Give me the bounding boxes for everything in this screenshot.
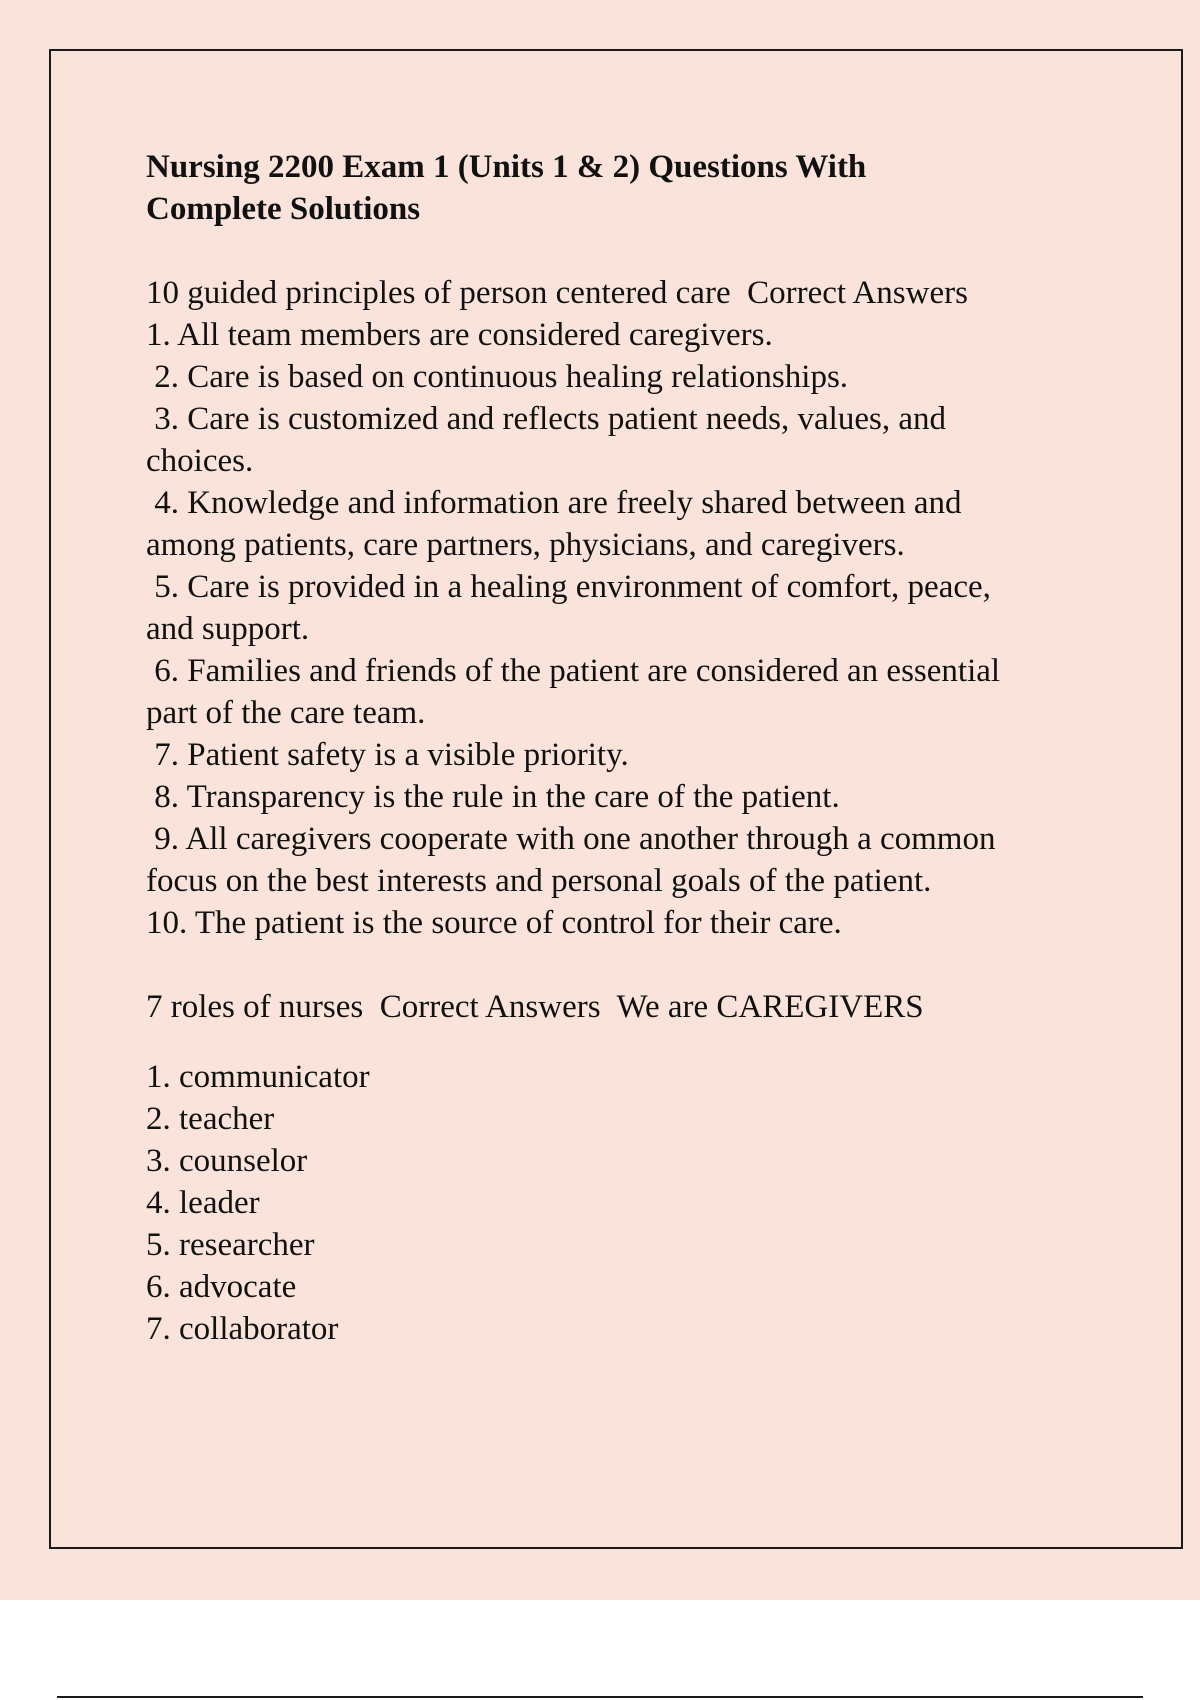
answer-line: 10. The patient is the source of control for their care. xyxy=(146,905,842,941)
answer-line: 7. Patient safety is a visible priority. xyxy=(146,737,629,773)
title-line-1: Nursing 2200 Exam 1 (Units 1 & 2) Questions With xyxy=(146,149,867,185)
question-1 xyxy=(146,272,1106,944)
document-body xyxy=(146,146,1106,1350)
answer-line: 8. Transparency is the rule in the care of the patient. xyxy=(146,779,840,815)
spacer xyxy=(146,944,1106,986)
answer-line: 3. counselor xyxy=(146,1143,308,1179)
answer-line: among patients, care partners, physicians, and caregivers. xyxy=(146,527,905,563)
question-heading: 10 guided principles of person centered care Correct Answers xyxy=(146,275,968,311)
answer-line: 6. Families and friends of the patient are considered an essential xyxy=(146,653,1001,689)
answer-line: 9. All caregivers cooperate with one another through a common xyxy=(146,821,996,857)
answer-line: 1. All team members are considered caregivers. xyxy=(146,317,773,353)
spacer xyxy=(146,1028,1106,1056)
answer-line: 3. Care is customized and reflects patient needs, values, and xyxy=(146,401,946,437)
answer-line: focus on the best interests and personal goals of the patient. xyxy=(146,863,932,899)
title-line-2: Complete Solutions xyxy=(146,191,421,227)
question-2 xyxy=(146,986,1106,1350)
answer-line: 1. communicator xyxy=(146,1059,370,1095)
answer-line: 2. Care is based on continuous healing relationships. xyxy=(146,359,849,395)
answer-line: 5. Care is provided in a healing environment of comfort, peace, xyxy=(146,569,991,605)
answer-line: 2. teacher xyxy=(146,1101,275,1137)
question-heading: 7 roles of nurses Correct Answers We are CAREGIVERS xyxy=(146,989,924,1025)
answer-line: choices. xyxy=(146,443,254,479)
answer-line: 5. researcher xyxy=(146,1227,315,1263)
spacer xyxy=(146,230,1106,272)
document-title xyxy=(146,146,1106,230)
answer-line: 6. advocate xyxy=(146,1269,297,1305)
answer-line: 7. collaborator xyxy=(146,1311,339,1347)
footer-rule xyxy=(57,1696,1143,1698)
answer-line: 4. leader xyxy=(146,1185,260,1221)
answer-line: part of the care team. xyxy=(146,695,426,731)
answer-line: and support. xyxy=(146,611,310,647)
answer-line: 4. Knowledge and information are freely shared between and xyxy=(146,485,962,521)
